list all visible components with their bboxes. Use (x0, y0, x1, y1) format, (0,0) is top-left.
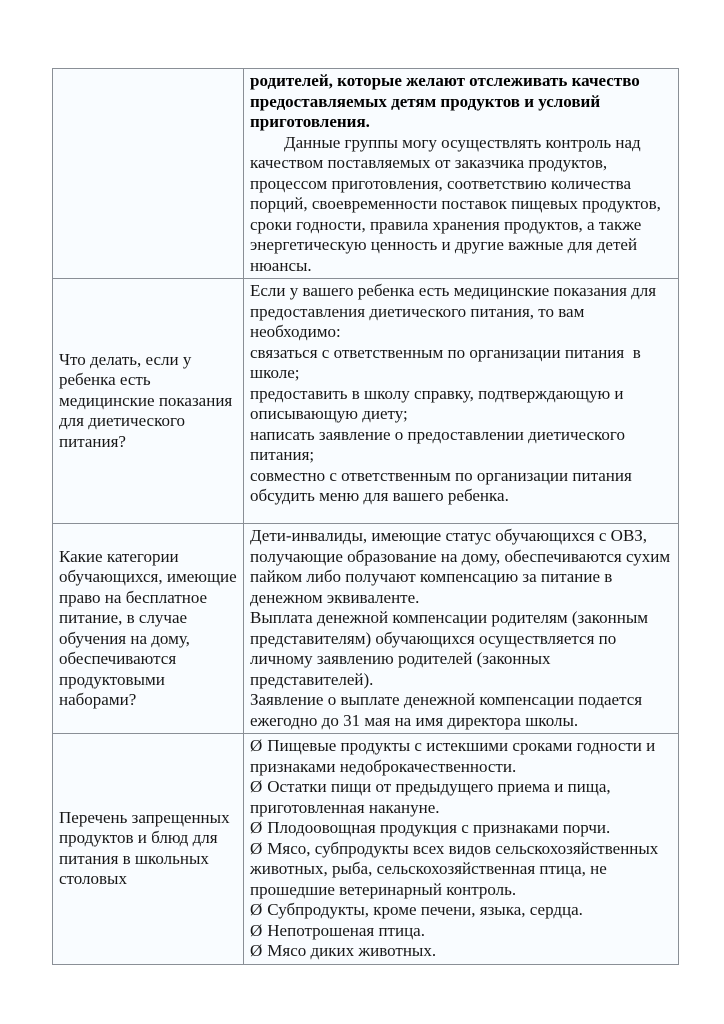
list-item (250, 900, 672, 921)
answer-cell (244, 69, 679, 279)
list-item (250, 777, 672, 818)
list-item (250, 921, 672, 942)
table-row (53, 279, 679, 524)
list-item-text: Плодоовощная продукция с признаками порчи. (267, 818, 611, 837)
slashed-o-bullet-icon: Ø (250, 920, 263, 940)
table-row (53, 524, 679, 734)
answer-paragraph: Дети-инвалиды, имеющие статус обучающихся с ОВЗ, получающие образование на дому, обеспечиваются сухим пайком либо получают компенсацию за питание в денежном эквиваленте. (250, 526, 675, 607)
list-item (250, 941, 672, 962)
list-item-text: Остатки пищи от предыдущего приема и пища, приготовленная накануне. (250, 777, 615, 817)
table-row (53, 734, 679, 965)
answer-paragraph: совместно с ответственным по организации питания обсудить меню для вашего ребенка. (250, 465, 637, 505)
list-item (250, 839, 672, 901)
question-cell (53, 279, 244, 524)
answer-paragraph: предоставить в школу справку, подтверждающую и описывающую диету; (250, 383, 628, 423)
answer-paragraph: Данные группы могу осуществлять контроль над качеством поставляемых от заказчика продуктов, процессом приготовления, соответствию количества порций, своевременности поставок пищевых продуктов, сроки годности, правила хранения продуктов, а также энергетическую ценность и другие важные для детей нюансы. (250, 132, 666, 275)
list-item (250, 818, 672, 839)
slashed-o-bullet-icon: Ø (250, 777, 263, 796)
answer-paragraph-bold: родителей, которые желают отслеживать качество предоставляемых детям продуктов и условий приготовления. (250, 71, 645, 131)
school-nutrition-faq-table (52, 68, 679, 965)
question-cell (53, 734, 244, 965)
slashed-o-bullet-icon: Ø (250, 736, 263, 755)
question-cell (53, 524, 244, 734)
answer-cell (244, 734, 679, 965)
answer-paragraph: Выплата денежной компенсации родителям (законным представителям) обучающихся осуществляется по личному заявлению родителей (законных представителей). (250, 608, 653, 689)
list-item-text: Субпродукты, кроме печени, языка, сердца. (267, 900, 583, 919)
list-item-text: Мясо, субпродукты всех видов сельскохозяйственных животных, рыба, сельскохозяйственная птица, не прошедшие ветеринарный контроль. (250, 838, 663, 899)
list-item (250, 736, 672, 777)
answer-paragraph: Заявление о выплате денежной компенсации подается ежегодно до 31 мая на имя директора школы. (250, 690, 647, 730)
list-item-text: Пищевые продукты с истекшими сроками годности и признаками недоброкачественности. (250, 736, 660, 776)
slashed-o-bullet-icon: Ø (250, 900, 263, 919)
answer-cell (244, 279, 679, 524)
answer-paragraph: Если у вашего ребенка есть медицинские показания для предоставления диетического питания, то вам необходимо: (250, 281, 661, 341)
question-text: Что делать, если у ребенка есть медицинские показания для диетического питания? (59, 349, 237, 451)
slashed-o-bullet-icon: Ø (250, 941, 263, 960)
question-cell (53, 69, 244, 279)
answer-cell (244, 524, 679, 734)
slashed-o-bullet-icon: Ø (250, 838, 263, 858)
list-item-text: Мясо диких животных. (267, 941, 437, 960)
answer-paragraph: написать заявление о предоставлении диетического питания; (250, 424, 630, 464)
answer-paragraph: связаться с ответственным по организации питания в школе; (250, 342, 646, 382)
table-row (53, 69, 679, 279)
question-text: Какие категории обучающихся, имеющие право на бесплатное питание, в случае обучения на дому, обеспечиваются продуктовыми наборами? (59, 546, 241, 709)
slashed-o-bullet-icon: Ø (250, 818, 263, 837)
question-text: Перечень запрещенных продуктов и блюд для питания в школьных столовых (59, 807, 234, 889)
list-item-text: Непотрошеная птица. (267, 920, 425, 940)
